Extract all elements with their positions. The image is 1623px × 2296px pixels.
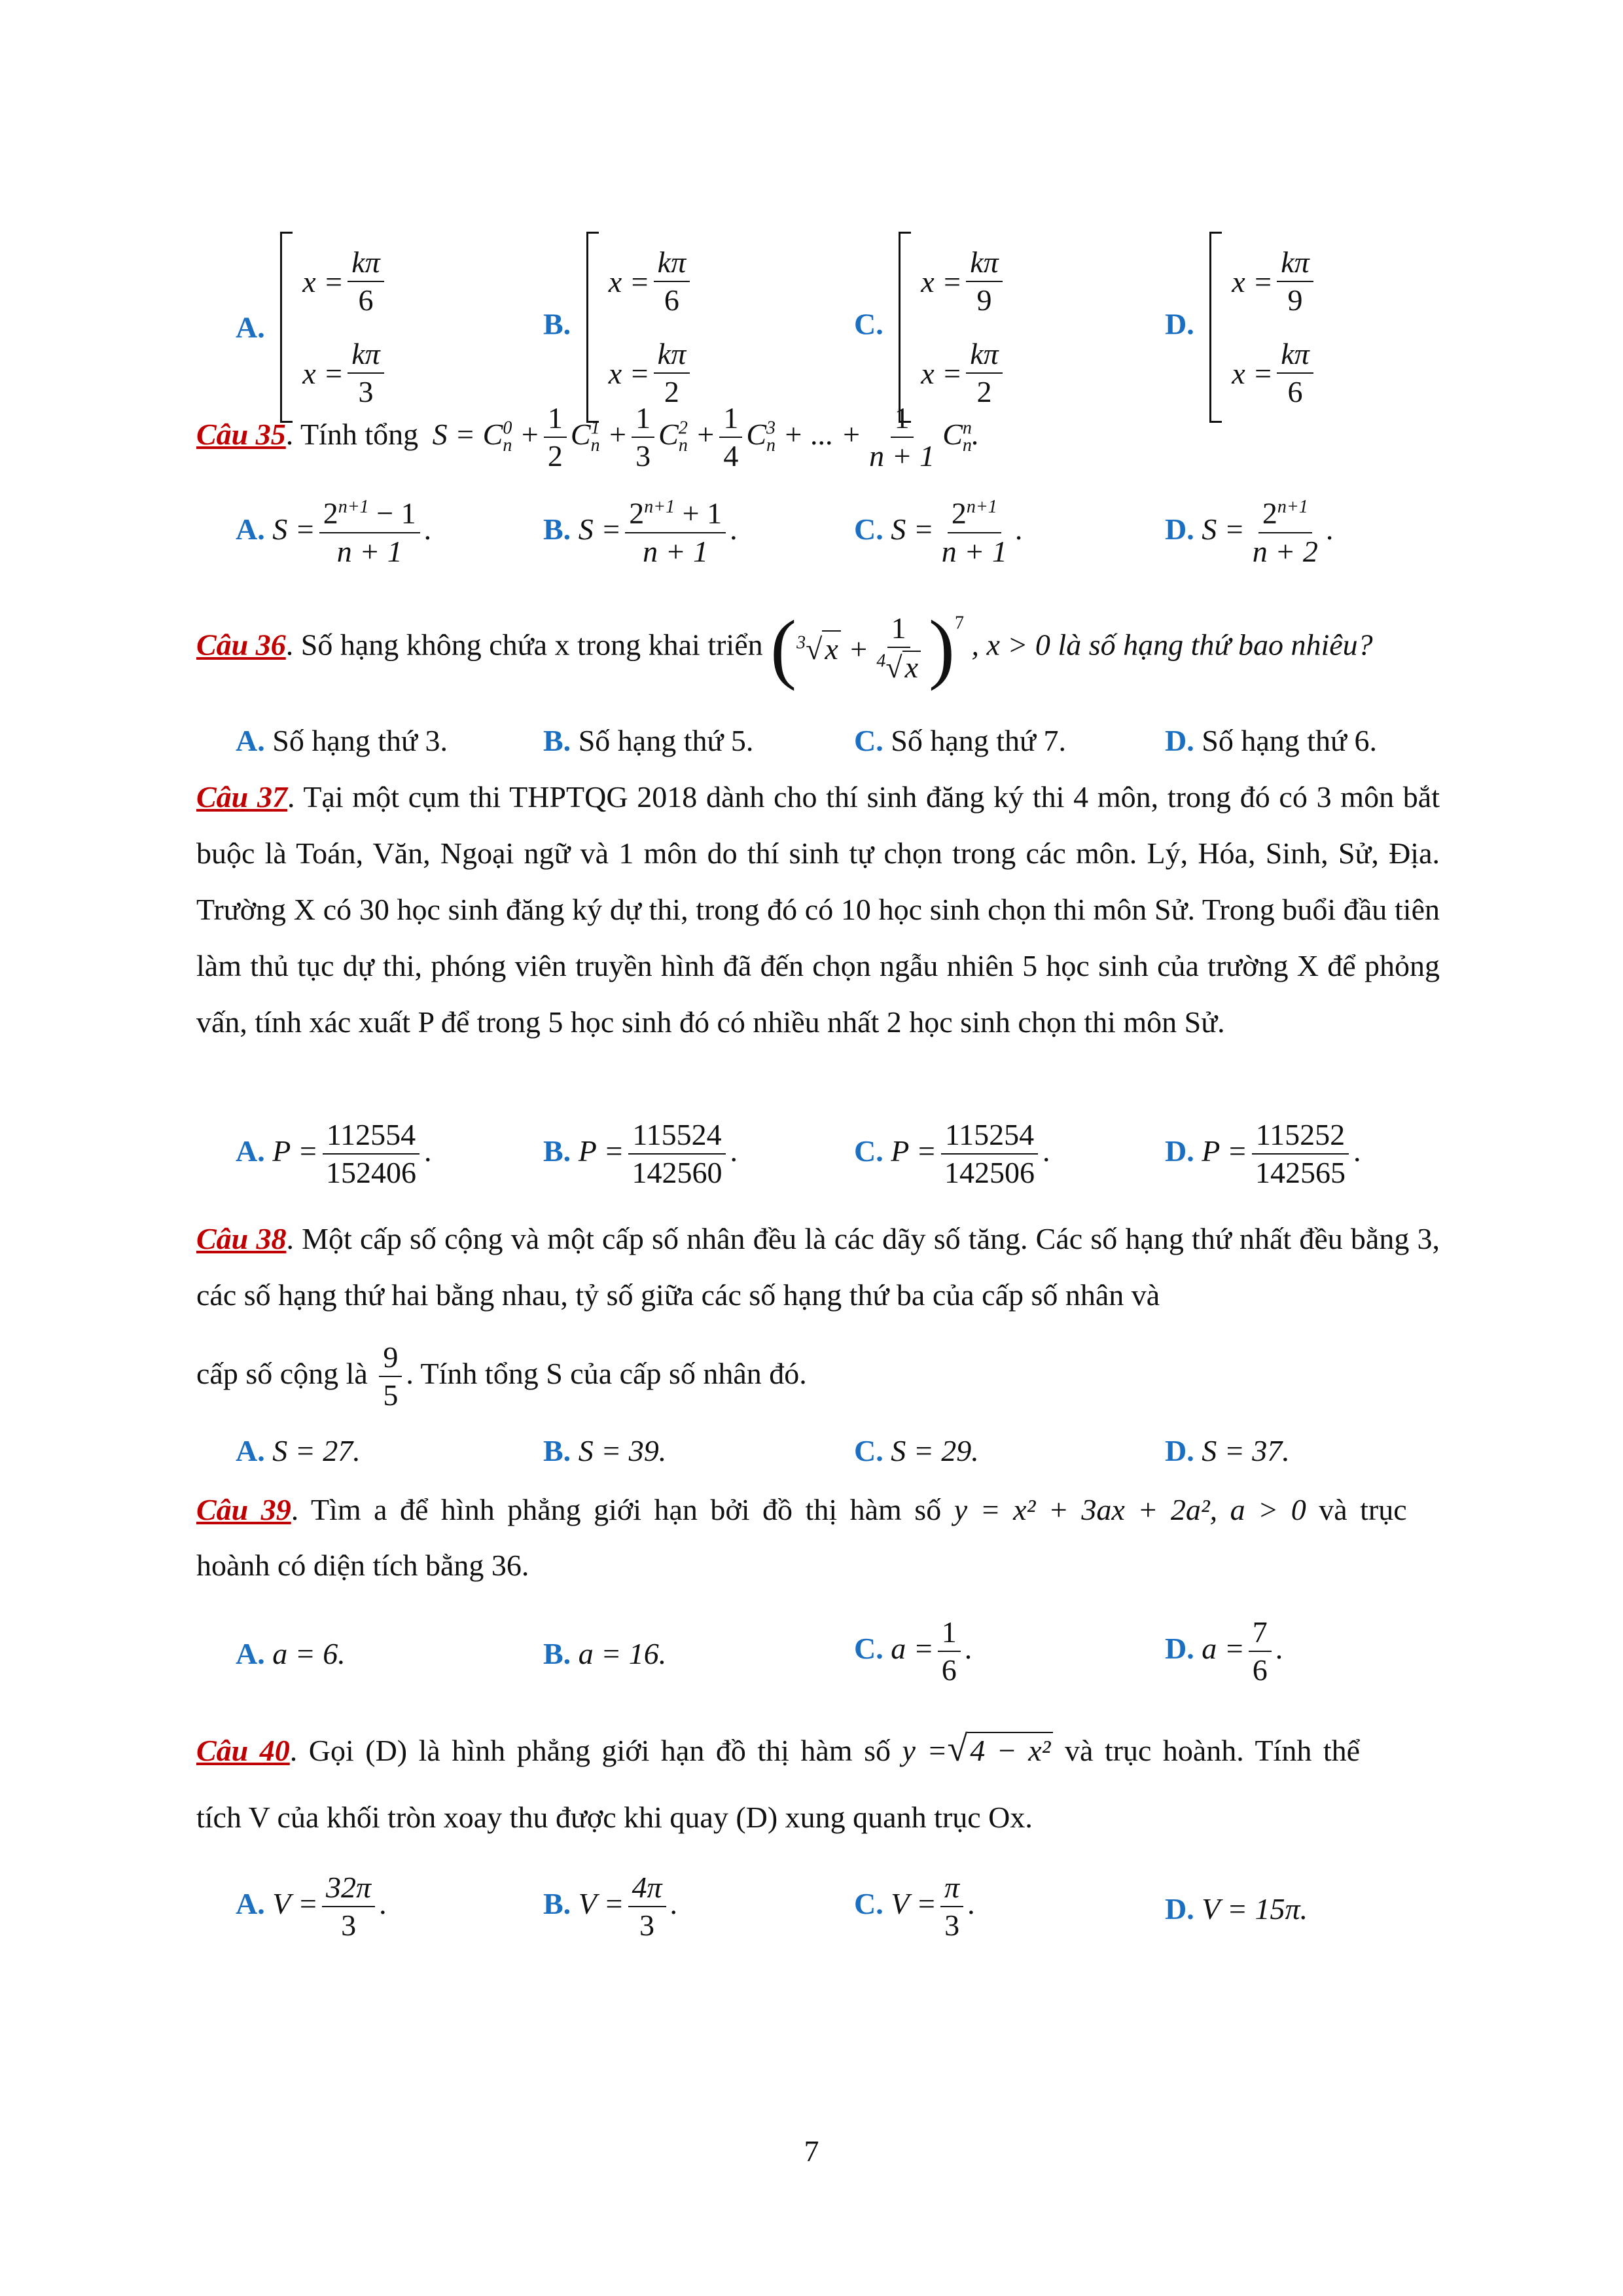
q37-option-b[interactable]: B. P = $\frac{115524}{142560}$ . — [543, 1118, 738, 1190]
q40-stem: Câu 40. Gọi (D) là hình phẳng giới hạn đồ thị hàm số y =√4 − x² và trục hoành. Tính thể — [196, 1729, 1361, 1769]
question-text: Tìm a để hình phẳng giới hạn bởi đồ thị hàm số — [310, 1493, 942, 1526]
question-text-tail: , x > 0 là số hạng thứ bao nhiêu? — [971, 628, 1373, 662]
q40-option-d[interactable]: D. V = 15π. — [1165, 1892, 1308, 1926]
q35-option-b[interactable]: B. S = $\frac{2^{n+1} + 1}{n + 1}$ . — [543, 496, 738, 568]
q38-options — [196, 1433, 1440, 1479]
q38-option-d[interactable]: D. S = 37. — [1165, 1434, 1290, 1467]
q40-option-a[interactable]: A. V = $\frac{32\pi}{3}$ . — [236, 1871, 387, 1943]
option-label: A. — [236, 310, 265, 344]
question-number: Câu 39 — [196, 1493, 291, 1526]
q36-option-b[interactable]: B. Số hạng thứ 5. — [543, 724, 754, 757]
q36-option-a[interactable]: A. Số hạng thứ 3. — [236, 724, 448, 757]
q35-option-d[interactable]: D. S = $\frac{2^{n+1}}{n + 2}$ . — [1165, 496, 1334, 568]
q37-options — [196, 1119, 1440, 1204]
option-label: D. — [1165, 307, 1194, 341]
option-label: B. — [543, 307, 571, 341]
option-label: C. — [854, 307, 883, 341]
q36-option-c[interactable]: C. Số hạng thứ 7. — [854, 724, 1066, 757]
q35-option-a[interactable]: A. S = $\frac{2^{n+1} - 1}{n + 1}$ . — [236, 496, 432, 568]
q36-options — [196, 723, 1440, 769]
question-number: Câu 35 — [196, 417, 286, 451]
q37-stem: Câu 37. Tại một cụm thi THPTQG 2018 dành cho thí sinh đăng ký thi 4 môn, trong đó có 3 môn bắt buộc là Toán, Văn, Ngoại ngữ và 1 môn do thí sinh tự chọn trong các môn. Lý, Hóa, Sinh, Sử, Địa. Trường X có 30 học sinh đăng ký dự thi, trong đó có 10 học sinh chọn thi môn Sử. Trong buổi đầu tiên làm thủ tục dự thi, phóng viên truyền hình đã đến chọn ngẫu nhiên 5 học sinh của trường X để phỏng vấn, tính xác xuất P để trong 5 học sinh đó có nhiều nhất 2 học sinh chọn thi môn Sử. — [196, 780, 1440, 1039]
page-number: 7 — [804, 2134, 819, 2168]
q37-option-d[interactable]: D. P = $\frac{115252}{142565}$ . — [1165, 1118, 1361, 1190]
q36-stem: Câu 36. Số hạng không chứa x trong khai triển ($^3$√x + $\frac{1}{^4√x}$ )$^7$ , x > 0 là số hạng thứ bao nhiêu? — [196, 604, 1373, 691]
q40-options — [196, 1872, 1440, 1957]
question-number: Câu 38 — [196, 1222, 287, 1255]
q40-stem-line2: tích V của khối tròn xoay thu được khi quay (D) xung quanh trục Ox. — [196, 1801, 1033, 1834]
q38-stem-line3: cấp số cộng là $\frac{9}{5}$ . Tính tổng S của cấp số nhân đó. — [196, 1340, 807, 1412]
question-text: Tính tổng — [300, 417, 419, 451]
question-text: Tại một cụm thi THPTQG 2018 dành cho thí sinh đăng ký thi 4 môn, trong đó có 3 môn bắt buộc là Toán, Văn, Ngoại ngữ và 1 môn do thí sinh tự chọn trong các môn. Lý, Hóa, Sinh, Sử, Địa. Trường X có 30 học sinh đăng ký dự thi, trong đó có 10 học sinh chọn thi môn Sử. Trong buổi đầu tiên làm thủ tục dự thi, phóng viên truyền hình đã đến chọn ngẫu nhiên 5 học sinh của trường X để phỏng vấn, tính xác xuất P để trong 5 học sinh đó có nhiều nhất 2 học sinh chọn thi môn Sử. — [196, 780, 1440, 1039]
q37-option-a[interactable]: A. P = $\frac{112554}{152406}$ . — [236, 1118, 432, 1190]
question-number: Câu 36 — [196, 628, 286, 662]
q39-option-d[interactable]: D. a = $\frac{7}{6}$ . — [1165, 1615, 1283, 1687]
q34-option-c[interactable] — [854, 236, 1007, 419]
q39-option-b[interactable]: B. a = 16. — [543, 1637, 667, 1670]
q35-options — [196, 497, 1440, 583]
q38-option-a[interactable]: A. S = 27. — [236, 1434, 361, 1467]
question-formula: y = x² + 3ax + 2a², a > 0 — [954, 1493, 1306, 1526]
q40-option-c[interactable]: C. V = $\frac{\pi}{3}$ . — [854, 1871, 975, 1943]
question-number: Câu 40 — [196, 1734, 290, 1767]
q36-option-d[interactable]: D. Số hạng thứ 6. — [1165, 724, 1377, 757]
q38-stem: Câu 38. Một cấp số cộng và một cấp số nhân đều là các dãy số tăng. Các số hạng thứ nhất đều bằng 3, các số hạng thứ hai bằng nhau, tỷ số giữa các số hạng thứ ba của cấp số nhân và — [196, 1222, 1440, 1312]
q34-option-a[interactable] — [236, 236, 388, 419]
case-bracket: x = $\frac{k\pi}{9}$ x = $\frac{k\pi}{6}$ — [1209, 236, 1317, 419]
q35-option-c[interactable]: C. S = $\frac{2^{n+1}}{n + 1}$ . — [854, 496, 1023, 568]
question-text: Gọi (D) là hình phẳng giới hạn đồ thị hàm số — [308, 1734, 891, 1767]
q34-option-b[interactable] — [543, 236, 694, 419]
q35-stem: Câu 35. Tính tổng $S = C^0_n$ + $\frac{1}{2}$ $C^1_n$ + $\frac{1}{3}$ $C^2_n$ + $\frac{1}{4}$ $C^3_n$ + ... + $\frac{1}{n + 1}$ $C^n_n$. — [196, 401, 980, 473]
q39-options — [196, 1617, 1440, 1702]
q34-option-d[interactable] — [1165, 236, 1317, 419]
q40-option-b[interactable]: B. V = $\frac{4\pi}{3}$ . — [543, 1871, 678, 1943]
q37-option-c[interactable]: C. P = $\frac{115254}{142506}$ . — [854, 1118, 1050, 1190]
q39-stem-line2: hoành có diện tích bằng 36. — [196, 1549, 529, 1582]
question-number: Câu 37 — [196, 780, 287, 814]
q38-option-c[interactable]: C. S = 29. — [854, 1434, 979, 1467]
q39-option-c[interactable]: C. a = $\frac{1}{6}$ . — [854, 1615, 972, 1687]
question-text: Số hạng không chứa x trong khai triển — [300, 628, 763, 662]
question-text: Một cấp số cộng và một cấp số nhân đều là các dãy số tăng. Các số hạng thứ nhất đều bằng 3, các số hạng thứ hai bằng nhau, tỷ số giữa các số hạng thứ ba của cấp số nhân và — [196, 1222, 1440, 1312]
q39-stem: Câu 39. Tìm a để hình phẳng giới hạn bởi đồ thị hàm số y = x² + 3ax + 2a², a > 0 và trục — [196, 1493, 1407, 1526]
case-bracket: x = $\frac{k\pi}{9}$ x = $\frac{k\pi}{2}$ — [899, 236, 1006, 419]
q39-option-a[interactable]: A. a = 6. — [236, 1637, 346, 1670]
case-bracket: x = $\frac{k\pi}{6}$ x = $\frac{k\pi}{3}$ — [280, 236, 387, 419]
case-bracket: x = $\frac{k\pi}{6}$ x = $\frac{k\pi}{2}$ — [586, 236, 694, 419]
q38-option-b[interactable]: B. S = 39. — [543, 1434, 667, 1467]
q34-options — [196, 196, 1440, 408]
